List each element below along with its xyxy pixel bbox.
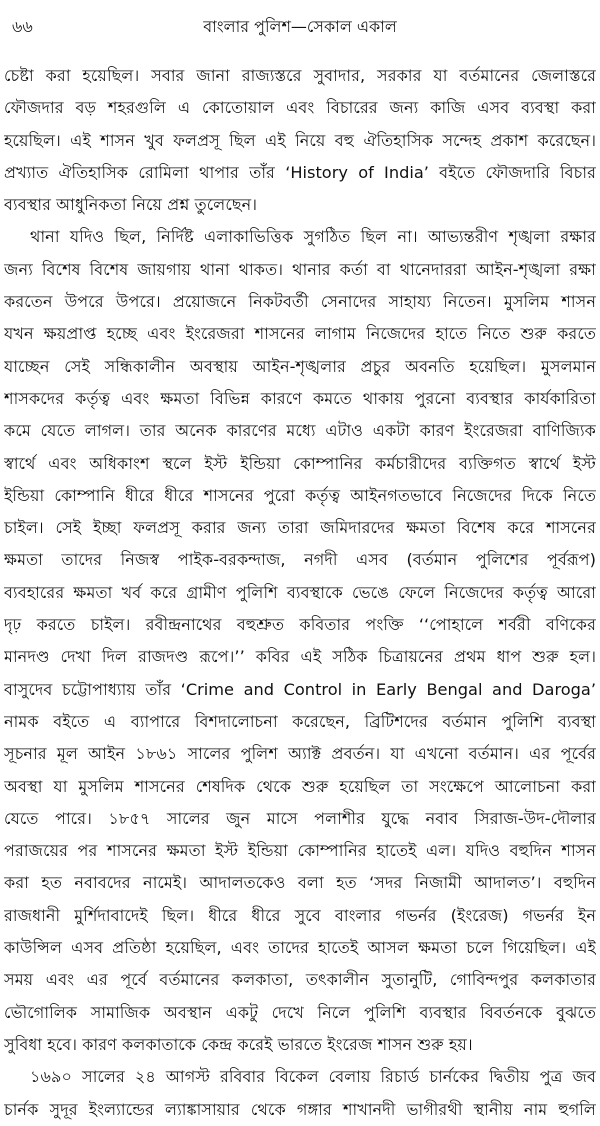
- text-line: শাসকদের কর্তৃত্ব এবং ক্ষমতা বিভিন্ন কারণে কমতে থাকায় পুরনো ব্যবস্থার কার্যকারিতা: [4, 388, 596, 408]
- text-line: হয়েছিল। এই শাসন খুব ফলপ্রসূ ছিল এই নিয়ে বহু ঐতিহাসিক সন্দেহ প্রকাশ করেছেন।: [4, 130, 596, 150]
- text-line: কমে যেতে লাগল। তার অনেক কারণের মধ্যে এটাও একটা কারণ ইংরেজরা বাণিজ্যিক: [4, 421, 596, 441]
- text-line: চাইল। সেই ইচ্ছা ফলপ্রসূ করার জন্য তারা জমিদারদের ক্ষমতা বিশেষ করে শাসনের: [4, 518, 596, 538]
- text-line: সময় এবং এর পূর্বে বর্তমানের কলকাতা, তৎকালীন সুতানুটি, গোবিন্দপুর কলকাতার: [4, 970, 596, 990]
- text-line: চার্নক সুদূর ইংল্যান্ডের ল্যাঙ্কাসায়ার থেকে গঙ্গার শাখানদী ভাগীরথী স্থানীয় নাম হুগলি: [4, 1099, 596, 1119]
- text-line: যেতে পারে। ১৮৫৭ সালের জুন মাসে পলাশীর যুদ্ধে নবাব সিরাজ-উদ-দৌলার: [4, 808, 596, 828]
- text-line: সুবিধা হবে। কারণ কলকাতাকে কেন্দ্র করেই ভারতে ইংরেজ শাসন শুরু হয়।: [4, 1034, 473, 1054]
- text-line: ভৌগোলিক সামাজিক অবস্থান একটু দেখে নিলে পুলিশি ব্যবস্থার বিবর্তনকে বুঝতে: [4, 1002, 596, 1022]
- page-number: ৬৬: [12, 17, 33, 36]
- text-line: করতেন উপরে উপরে। প্রয়োজনে নিকটবর্তী সেনাদের সাহায্য নিতেন। মুসলিম শাসন: [4, 292, 596, 312]
- text-line: অবস্থা যা মুসলিম শাসনের শেষদিক থেকে শুরু হয়েছিল তা সংক্ষেপে আলোচনা করা: [4, 776, 596, 796]
- text-line: সূচনার মূল আইন ১৮৬১ সালের পুলিশ অ্যাক্ট প্রবর্তন। যা এখনো বর্তমান। এর পূর্বের: [4, 744, 596, 764]
- text-line: ব্যবস্থার আধুনিকতা নিয়ে প্রশ্ন তুলেছেন।: [4, 195, 258, 215]
- paragraph-first-line: ১৬৯০ সালের ২৪ আগস্ট রবিবার বিকেল বেলায় রিচার্ড চার্নকের দ্বিতীয় পুত্র জব: [30, 1067, 596, 1087]
- text-line: যাচ্ছেন সেই সন্ধিকালীন অবস্থায় আইন-শৃঙ্খলার প্রচুর অবনতি হয়েছিল। মুসলমান: [4, 356, 596, 376]
- text-line: ফৌজদার বড় শহরগুলি এ কোতোয়াল এবং বিচারের জন্য কাজি এসব ব্যবস্থা করা: [4, 98, 596, 118]
- page-header: [12, 14, 588, 40]
- paragraph-first-line: থানা যদিও ছিল, নির্দিষ্ট এলাকাভিত্তিক সুগঠিত ছিল না। আভ্যন্তরীণ শৃঙ্খলা রক্ষার: [30, 227, 596, 247]
- text-line: যখন ক্ষয়প্রাপ্ত হচ্ছে এবং ইংরেজরা শাসনের লাগাম নিজেদের হাতে নিতে শুরু করতে: [4, 324, 596, 344]
- text-line: জন্য বিশেষ বিশেষ জায়গায় থানা থাকত। থানার কর্তা বা থানেদাররা আইন-শৃঙ্খলা রক্ষা: [4, 259, 596, 279]
- text-line: চেষ্টা করা হয়েছিল। সবার জানা রাজ্যস্তরে সুবাদার, সরকার যা বর্তমানের জেলাস্তরে: [4, 66, 596, 85]
- text-line: ক্ষমতা তাদের নিজস্ব পাইক-বরকন্দাজ, নগদী এসব (বর্তমান পুলিশের পূর্বরূপ): [4, 550, 596, 570]
- text-line: নামক বইতে এ ব্যাপারে বিশদালোচনা করেছেন, ব্রিটিশদের বর্তমান পুলিশি ব্যবস্থা: [4, 711, 596, 731]
- running-head: বাংলার পুলিশ—সেকাল একাল: [203, 17, 397, 36]
- text-line: দৃঢ় করতে চাইল। রবীন্দ্রনাথের বহুশ্রুত কবিতার পংক্তি ‘‘পোহালে শর্বরী বণিকের: [4, 615, 596, 635]
- body-text: [4, 60, 596, 1126]
- text-line: রাজধানী মুর্শিদাবাদেই ছিল। ধীরে ধীরে সুবে বাংলার গভর্নর (ইংরেজ) গভর্নর ইন: [4, 905, 596, 925]
- text-line: ব্যবহারের ক্ষমতা খর্ব করে গ্রামীণ পুলিশি ব্যবস্থাকে ভেঙে ফেলে নিজেদের কর্তৃত্ব আরো: [4, 582, 596, 602]
- text-line: প্রখ্যাত ঐতিহাসিক রোমিলা থাপার তাঁর ‘History of India’ বইতে ফৌজদারি বিচার: [4, 162, 596, 182]
- text-line: ইন্ডিয়া কোম্পানি ধীরে ধীরে শাসনের পুরো কর্তৃত্ব আইনগতভাবে নিজেদের দিকে নিতে: [4, 485, 596, 505]
- text-line: মানদণ্ড দেখা দিল রাজদণ্ড রূপে।’’ কবির এই সঠিক চিত্রায়নের প্রথম ধাপ শুরু হল।: [4, 647, 596, 667]
- text-line: কাউন্সিল এসব প্রতিষ্ঠা হয়েছিল, এবং তাদের হাতেই আসল ক্ষমতা চলে গিয়েছিল। এই: [4, 938, 596, 958]
- text-line: করা হত নবাবদের নামেই। আদালতকেও বলা হত ‘সদর নিজামী আদালত’। বহুদিন: [4, 873, 596, 893]
- text-line: বাসুদেব চট্টোপাধ্যায় তাঁর ‘Crime and Control in Early Bengal and Daroga’: [4, 679, 596, 699]
- text-line: পরাজয়ের পর শাসনের ক্ষমতা ইস্ট ইন্ডিয়া কোম্পানির হাতেই এল। যদিও বহুদিন শাসন: [4, 841, 596, 861]
- text-line: স্বার্থে এবং অধিকাংশ স্থলে ইস্ট ইন্ডিয়া কোম্পানির কর্মচারীদের ব্যক্তিগত স্বার্থে ইস্ট: [4, 453, 596, 473]
